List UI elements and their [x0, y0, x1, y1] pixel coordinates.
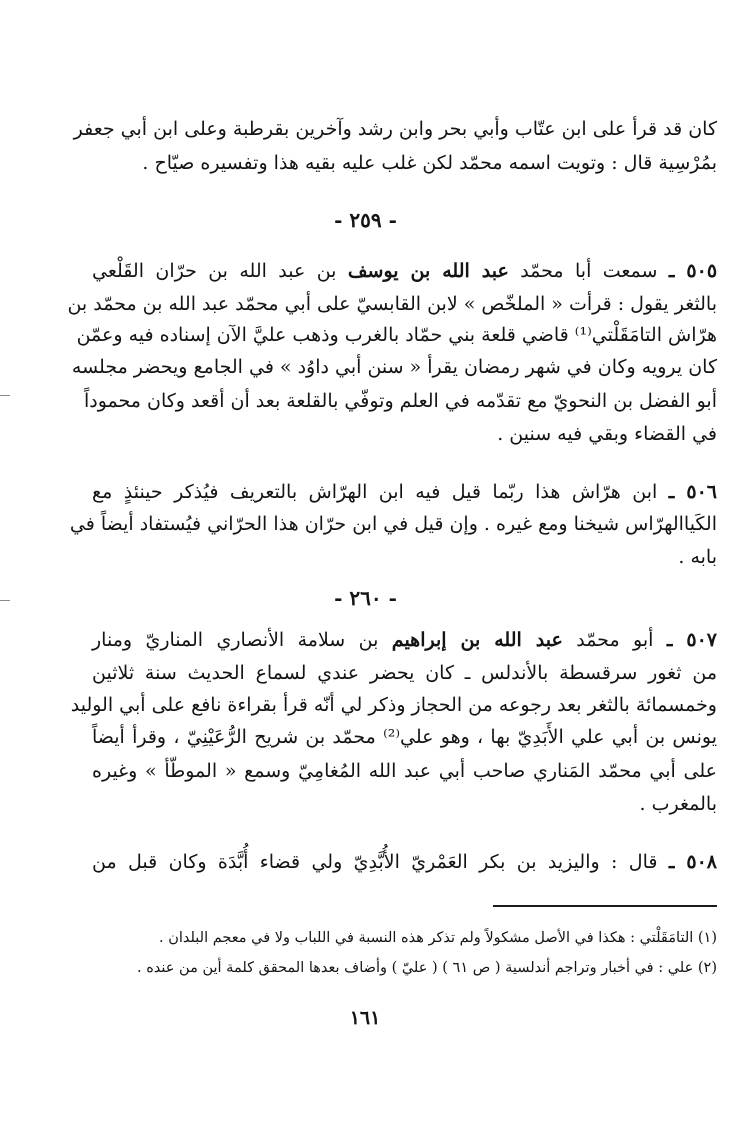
entry-number: ٥٠٨ ـ — [668, 851, 717, 873]
entry-506-line-2: الكَياالهرّاس شيخنا ومع غيره . وإن قيل في ابن حرّان هذا الحرّاني فيُستفاد أيضاً في — [69, 513, 717, 535]
entry-text: سمعت أبا محمّد — [508, 260, 669, 282]
entry-number: ٥٠٧ ـ — [666, 629, 717, 651]
entry-text: قال : واليزيد بن بكر العَمْريّ الأُبَّدِيّ ولي قضاء أُبَّدَة وكان قبل من — [92, 851, 669, 873]
person-name: عبد الله بن إبراهيم — [391, 629, 563, 651]
entry-507-line-4: يونس بن أبي علي الأَبَدِيّ بها ، وهو علي⁽²⁾ محمّد بن شريح الرُّعَيْنِيّ ، وقرأ أيضاً — [92, 726, 718, 748]
footnote-1: (١) التامَقَلْتي : هكذا في الأصل مشكولاً ولم تذكر هذه النسبة في اللباب ولا في معجم البلدان . — [158, 930, 717, 946]
entry-506-line-3: بابه . — [678, 546, 717, 568]
entry-text: ابن هرّاش هذا ربّما قيل فيه ابن الهرّاش بالتعريف فيُذكر حينئذٍ مع — [92, 481, 669, 503]
footnote-2: (٢) علي : في أخبار وتراجم أندلسية ( ص ٦١ ) ( عليّ ) وأضاف بعدها المحقق كلمة أين من عنده . — [136, 960, 717, 976]
entry-505-line-6: في القضاء وبقي فيه سنين . — [497, 423, 717, 445]
page-number: ١٦١ — [349, 1007, 381, 1029]
entry-505-line-2: بالثغر يقول : قرأت « الملخّص » لابن القابسيّ على أبي محمّد عبد الله بن محمّد بن — [67, 293, 717, 315]
entry-text: أبو محمّد — [562, 629, 667, 651]
entry-507-line-6: بالمغرب . — [639, 793, 717, 815]
scan-margin-mark — [0, 600, 10, 601]
entry-505-line-4: كان يرويه وكان في شهر رمضان يقرأ « سنن أبي داوُد » في الجامع ويحضر مجلسه — [71, 356, 717, 378]
section-heading-260: - ٢٦٠ - — [334, 586, 397, 610]
entry-number: ٥٠٥ ـ — [668, 260, 718, 282]
entry-507-line-2: من ثغور سرقسطة بالأندلس ـ كان يحضر عندي لسماع الحديث سنة ثلاثين — [92, 662, 717, 684]
entry-text: بن عبد الله بن حرّان القَلْعي — [92, 260, 348, 282]
footnote-separator — [493, 905, 717, 907]
entry-505-first-line — [92, 256, 717, 286]
entry-507-first-line — [92, 625, 717, 655]
entry-508-first-line — [92, 847, 717, 877]
entry-507-line-5: على أبي محمّد المَناري صاحب أبي عبد الله المُغامِيّ وسمع « الموطّأ » وغيره — [92, 760, 717, 782]
entry-507-line-3: وخمسمائة بالثغر بعد رجوعه من الحجاز وذكر لي أنّه قرأ بقراءة نافع على أبي الوليد — [70, 694, 717, 716]
entry-number: ٥٠٦ ـ — [668, 481, 717, 503]
entry-text: بن سلامة الأنصاري المناريّ ومنار — [92, 629, 392, 651]
scan-margin-mark — [0, 395, 10, 396]
continuation-line-1: كان قد قرأ على ابن عتّاب وأبي بحر وابن رشد وآخرين بقرطبة وعلى ابن أبي جعفر — [73, 118, 717, 140]
entry-505-line-3: هرّاش التامَقَلْتي⁽¹⁾ قاضي قلعة بني حمّاد بالغرب وذهب عليَّ الآن إسناده فيه وعمّن — [76, 324, 717, 346]
section-heading-259: - ٢٥٩ - — [334, 208, 397, 232]
entry-506-first-line — [92, 477, 717, 507]
person-name: عبد الله بن يوسف — [347, 260, 509, 282]
entry-505-line-5: أبو الفضل بن النحويّ مع تقدّمه في العلم وتوفّي بالقلعة بعد أن أقعد وكان محموداً — [83, 390, 717, 412]
continuation-line-2: بمُرْسِية قال : وتويت اسمه محمّد لكن غلب عليه بقيه هذا وتفسيره صيّاح . — [142, 152, 717, 174]
